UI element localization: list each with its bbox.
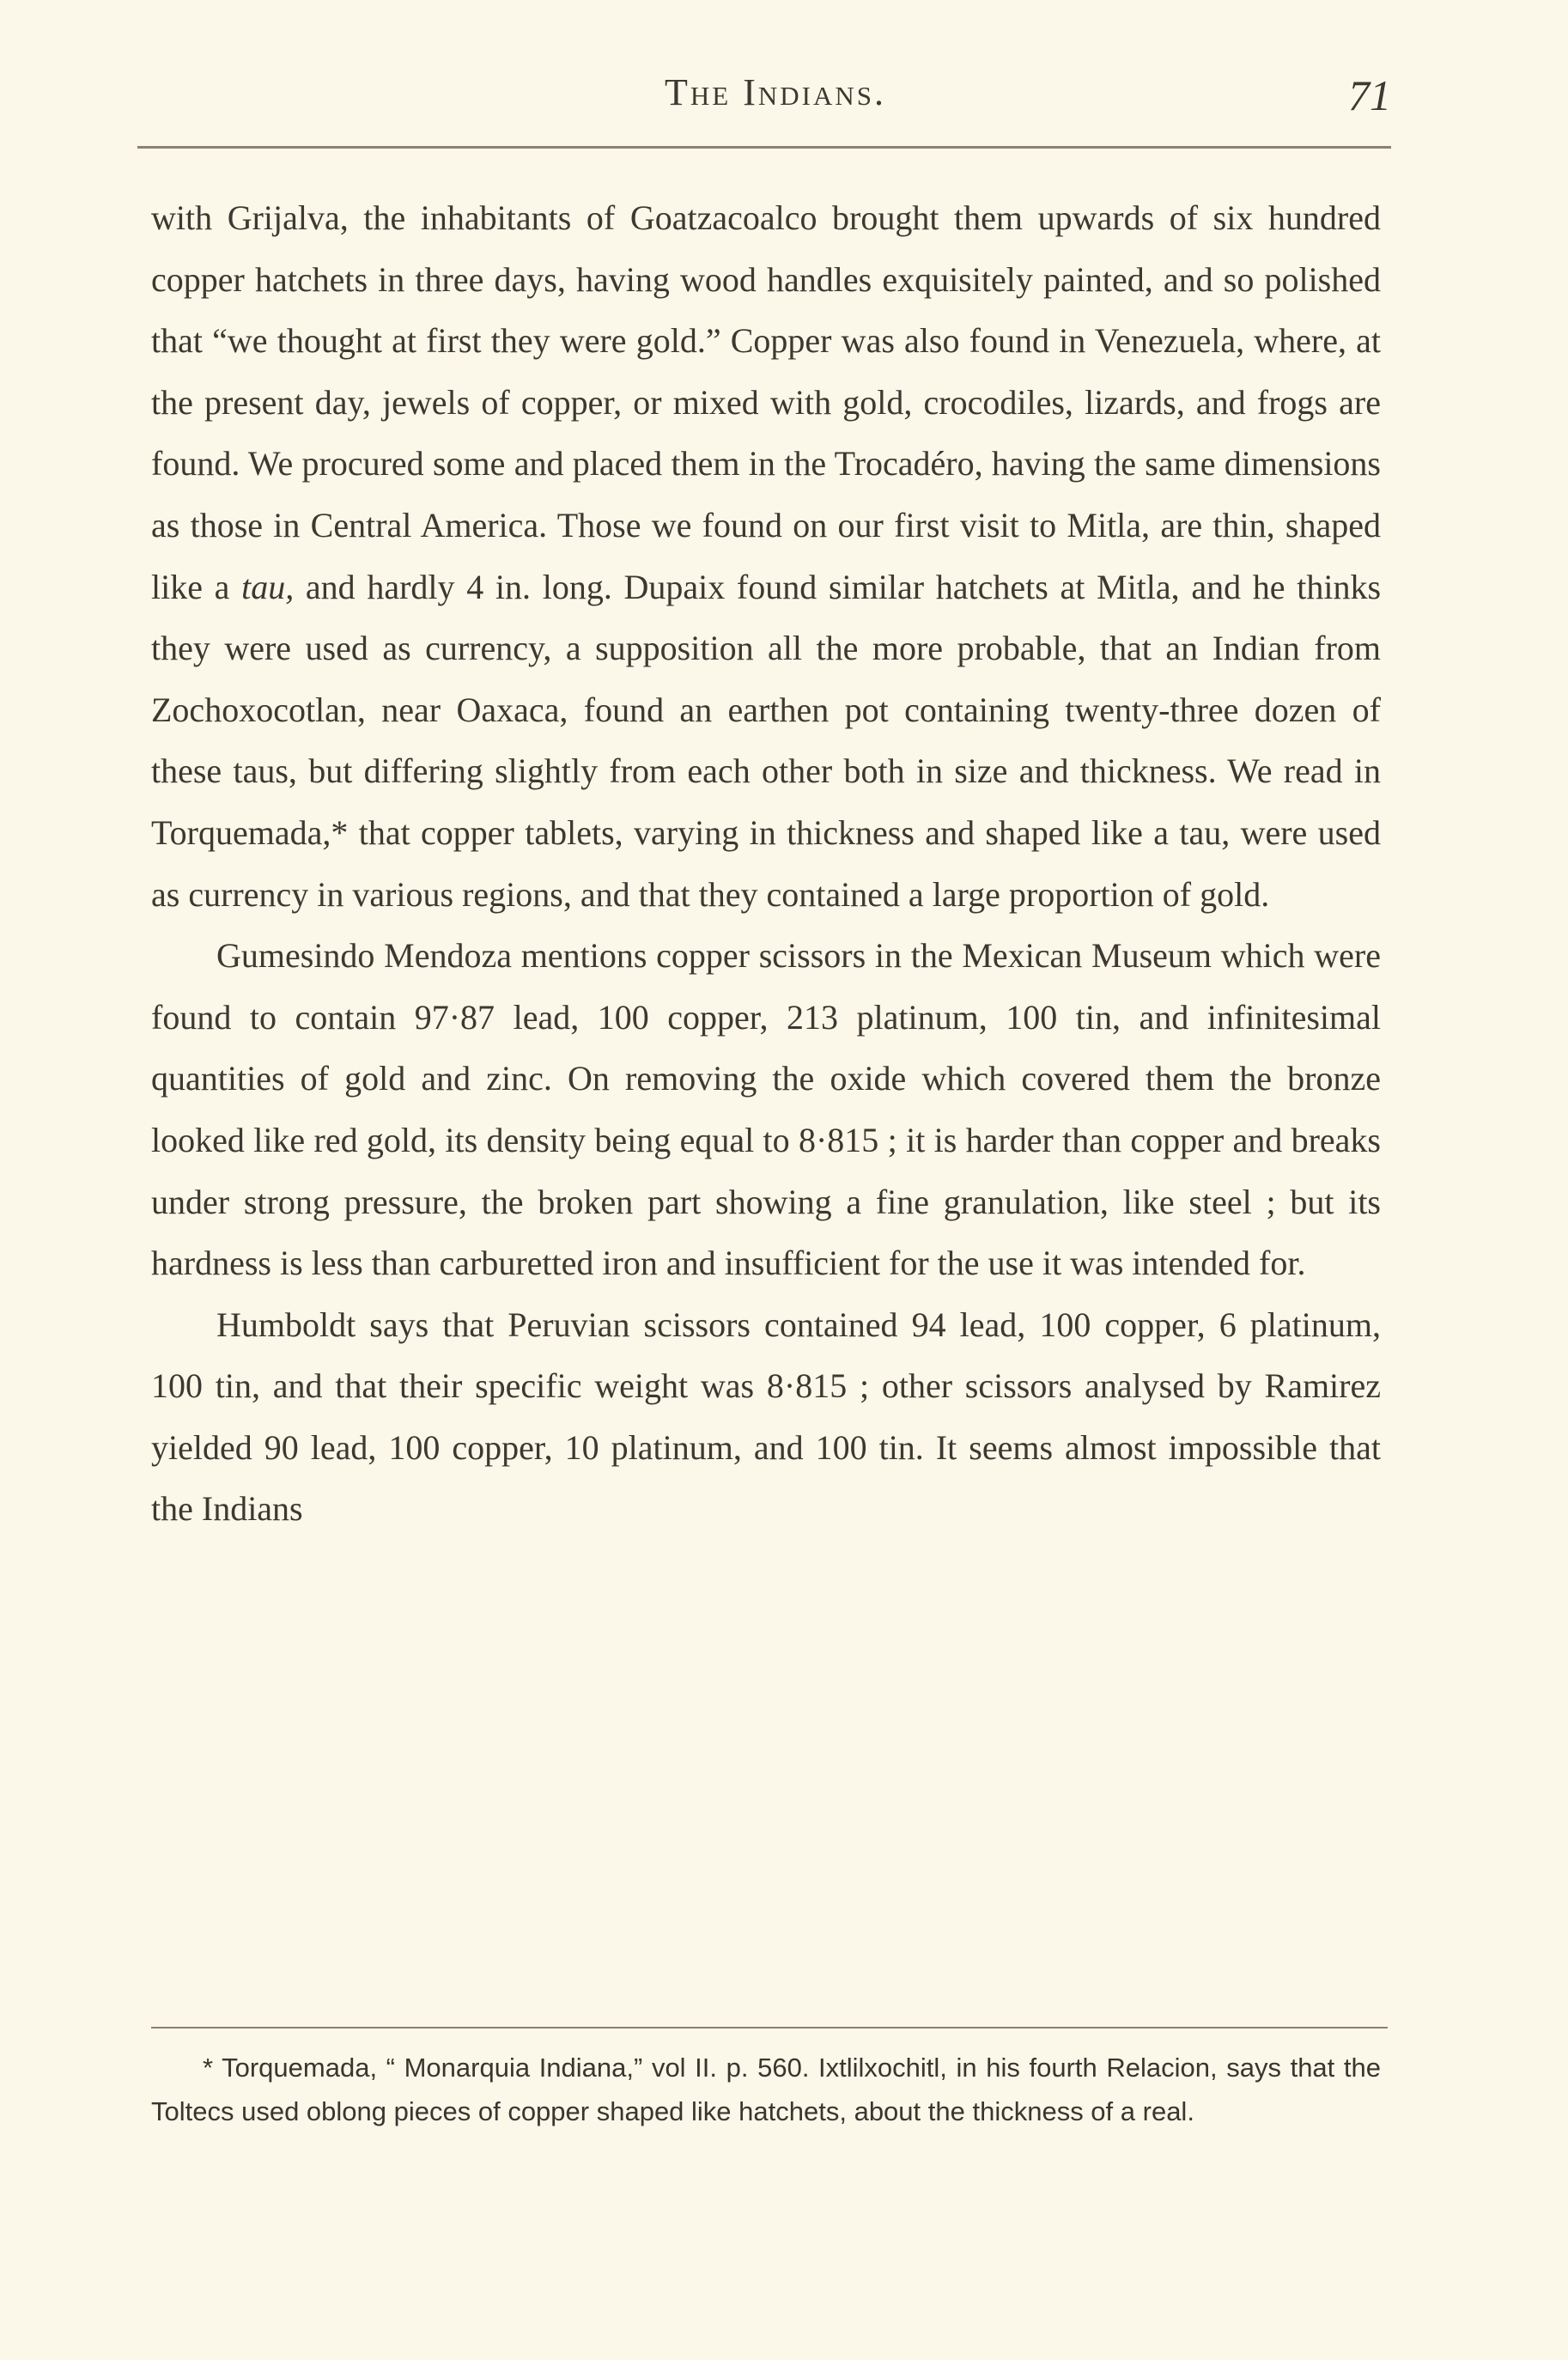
paragraph-1-part-1: with Grijalva, the inhabitants of Goatzacoalco brought them upwards of six hundred copper hatchets in three days, having wood handles exquisitely painted, and so polished that “we thought at first they were gold.” Copper was also found in Venezuela, where, at the present day, jewels of copper, or mixed with gold, crocodiles, lizards, and frogs are found. We procured some and placed them in the Trocadéro, having the same dimensions as those in Central America. Those we found on our first visit to Mitla, are thin, shaped like a <box>151 198 1381 606</box>
paragraph-3: Humboldt says that Peruvian scissors contained 94 lead, 100 copper, 6 platinum, 100 tin, and that their specific weight was 8·815 ; other scissors analysed by Ramirez yielded 90 lead, 100 copper, 10 platinum, and 100 tin. It seems almost impossible that the Indians <box>151 1305 1381 1529</box>
footnote-text: * Torquemada, “ Monarquia Indiana,” vol II. p. 560. Ixtlilxochitl, in his fourth Relacion, says that the Toltecs used oblong pieces of copper shaped like hatchets, about the thickness of a real. <box>151 2053 1381 2126</box>
header-rule <box>137 146 1391 149</box>
page-header <box>151 70 1400 131</box>
paragraph-1 <box>151 187 1381 925</box>
footnote-rule <box>151 2027 1388 2029</box>
body-text <box>151 187 1381 1540</box>
running-title: The Indians. <box>665 71 886 113</box>
italic-tau: tau, <box>241 567 295 606</box>
paragraph-2: Gumesindo Mendoza mentions copper scissors in the Mexican Museum which were found to contain 97·87 lead, 100 copper, 213 platinum, 100 tin, and infinitesimal quantities of gold and zinc. On removing the oxide which covered them the bronze looked like red gold, its density being equal to 8·815 ; it is harder than copper and breaks under strong pressure, the broken part showing a fine granulation, like steel ; but its hardness is less than carburetted iron and insufficient for the use it was intended for. <box>151 936 1381 1283</box>
page-number: 71 <box>1348 71 1391 119</box>
footnote <box>151 2046 1381 2133</box>
paragraph-1-part-2: and hardly 4 in. long. Dupaix found similar hatchets at Mitla, and he thinks they were used as currency, a supposition all the more probable, that an Indian from Zochoxocotlan, near Oaxaca, found an earthen pot containing twenty-three dozen of these taus, but differing slightly from each other both in size and thickness. We read in Torquemada,* that copper tablets, varying in thickness and shaped like a tau, were used as currency in various regions, and that they contained a large proportion of gold. <box>151 567 1382 914</box>
